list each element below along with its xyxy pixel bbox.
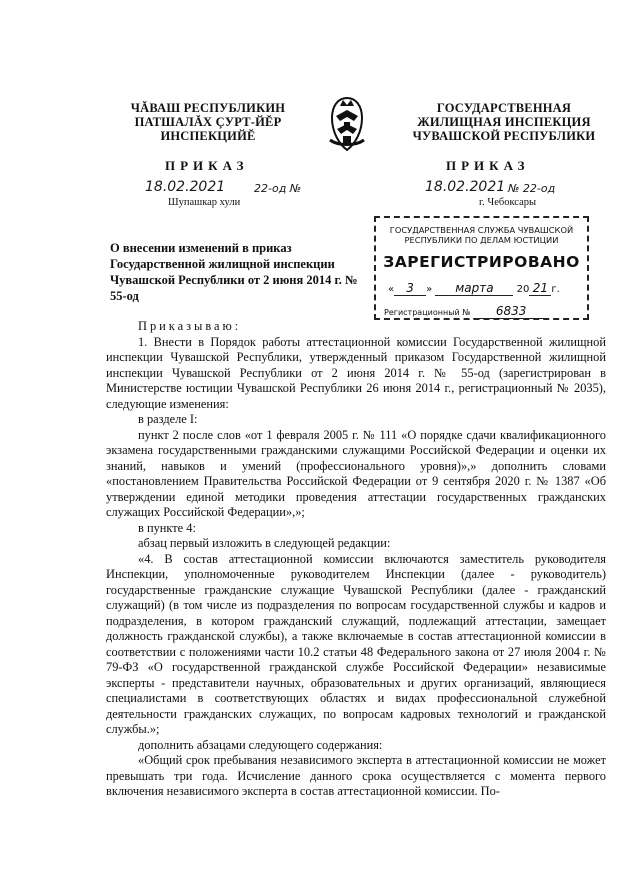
header-left-line-2: ПАТШАЛĂХ ÇУРТ-ЙĔР — [134, 115, 282, 129]
chuvash-emblem-icon — [324, 94, 370, 154]
stamp-authority: ГОСУДАРСТВЕННАЯ СЛУЖБА ЧУВАШСКОЙ РЕСПУБЛИКИ ПО ДЕЛАМ ЮСТИЦИИ — [389, 225, 574, 245]
header-chuvash — [118, 101, 298, 143]
stamp-year-unit: г. — [551, 284, 560, 295]
stamp-year-suffix: 21 — [529, 281, 551, 296]
order-number-right: № 22-од — [508, 182, 556, 195]
body-paragraph-6: «4. В состав аттестационной комиссии включаются заместитель руководителя Инспекции, уполномоченные руководителем Инспекции (далее - руководитель) государственные гражданские служащие Чувашской Республики (далее - гражданский служащий) (в том числе из подразделения по вопросам государственной службы и кадров и подразделения, в котором гражданский служащий, подлежащий аттестации, замещает должность гражданской службы), а также включаемые в состав аттестационной комиссии в соответствии с положениями части 10.2 статьи 48 Федерального закона от 27 июля 2004 г. № 79-ФЗ «О государственной гражданской службе Российской Федерации» независимые эксперты - представители научных, образовательных и других организаций, являющиеся специалистами в соответствующих областях и видах профессиональной служебной деятельности гражданских служащих, по вопросам кадровых технологий и гражданской службы.»; — [106, 551, 606, 736]
header-russian — [392, 101, 616, 143]
order-number-left: 22-од № — [254, 182, 302, 195]
body-paragraph-7: дополнить абзацами следующего содержания: — [138, 737, 383, 752]
stamp-reg-label: Регистрационный № — [384, 308, 471, 317]
stamp-year-prefix: 20 — [516, 284, 530, 295]
body-paragraph-1: 1. Внести в Порядок работы аттестационной комиссии Государственной жилищной инспекции Чувашской Республики, утвержденный приказом Государственной жилищной инспекции Чувашской Республики от 2 июня 2014 г. № 55-од (зарегистрирован в Министерстве юстиции Чувашской Республики 26 июня 2014 г., регистрационный № 2035), следующие изменения: — [106, 334, 606, 411]
stamp-reg-value: 6833 — [473, 304, 549, 319]
stamp-month: марта — [435, 281, 513, 296]
stamp-reg-number — [384, 304, 549, 319]
body-orders: Приказываю: — [138, 319, 242, 333]
header-left-line-1: ЧĂВАШ РЕСПУБЛИКИН — [130, 101, 286, 115]
stamp-registered: ЗАРЕГИСТРИРОВАНО — [383, 253, 580, 271]
order-title-chuvash: ПРИКАЗ — [165, 158, 249, 173]
registration-stamp — [374, 216, 589, 320]
stamp-day: 3 — [394, 281, 426, 296]
city-chuvash: Шупашкар хули — [168, 197, 241, 208]
header-right-line-3: ЧУВАШСКОЙ РЕСПУБЛИКИ — [412, 129, 596, 143]
header-right-line-2: ЖИЛИЩНАЯ ИНСПЕКЦИЯ — [417, 115, 591, 129]
body-paragraph-8: «Общий срок пребывания независимого эксперта в аттестационной комиссии не может превышать три года. Исчисление данного срока осуществляется с момента первого включения независимого эксперта в состав аттестационной комиссии. По- — [106, 753, 606, 798]
city-russian: г. Чебоксары — [479, 197, 537, 208]
body-paragraph-5: абзац первый изложить в следующей редакции: — [138, 536, 391, 550]
body-paragraph-3: пункт 2 после слов «от 1 февраля 2005 г. № 111 «О порядке сдачи квалификационного экзамена государственными гражданскими служащими Российской Федерации и оценки их знаний, навыков и умений (профессионального уровня)»,» дополнить словами «постановлением Правительства Российской Федерации от 9 сентября 2020 г. № 1387 «Об утверждении единой методики проведения аттестации государственных гражданских служащих Российской Федерации»,»; — [106, 427, 606, 519]
order-date-right: 18.02.2021 — [425, 179, 506, 195]
header-left-line-3: ИНСПЕКЦИЙĔ — [160, 129, 256, 143]
body-paragraph-4: в пункте 4: — [138, 520, 196, 535]
order-title-russian: ПРИКАЗ — [446, 158, 530, 173]
body-paragraph-2: в разделе I: — [138, 412, 198, 426]
document-title: О внесении изменений в приказ Государственной жилищной инспекции Чувашской Республики от 2 июня 2014 г. № 55-од — [110, 241, 358, 303]
order-date-left: 18.02.2021 — [145, 179, 226, 195]
header-right-line-1: ГОСУДАРСТВЕННАЯ — [436, 101, 572, 115]
document-body — [106, 319, 606, 800]
stamp-date: « 3 » марта 20 21 г. — [388, 281, 560, 295]
